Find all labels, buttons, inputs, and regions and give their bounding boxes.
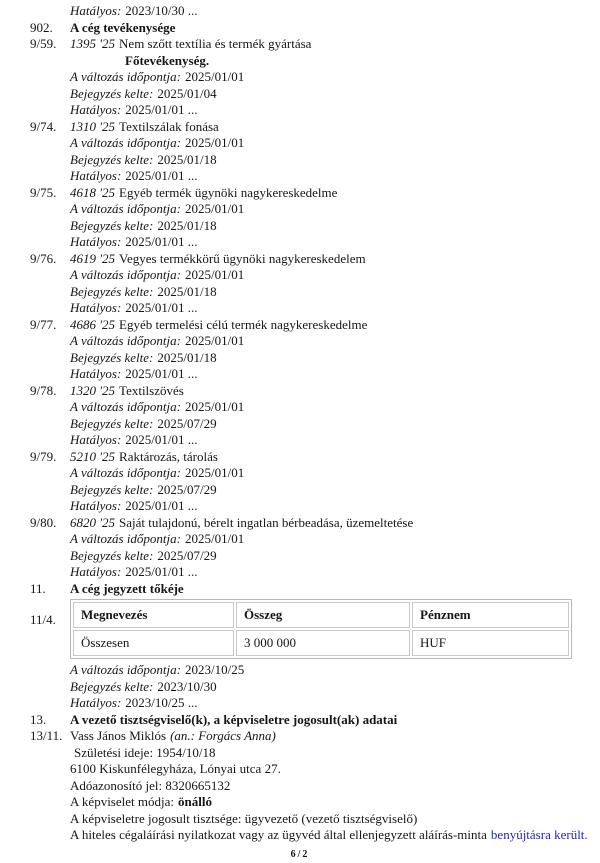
capital-table-header-row (73, 602, 569, 628)
registered-date-value: 2025/07/29 (157, 416, 216, 431)
officer-tax-id: Adóazonosító jel: 8320665132 (70, 778, 600, 795)
officer-name-line (0, 728, 600, 745)
activity-code: 1310 '25 (70, 119, 115, 134)
effective-date-line (0, 366, 600, 383)
effective-date-value: 2025/01/01 ... (125, 102, 197, 117)
activity-ref: 9/77. (0, 317, 70, 334)
change-date-label: A változás időpontja: (70, 69, 181, 84)
change-date-line (0, 662, 600, 679)
effective-date-label: Hatályos: (70, 168, 121, 183)
activity-item (0, 36, 600, 53)
capital-table (70, 599, 572, 659)
activity-ref: 9/59. (0, 36, 70, 53)
registered-date-label: Bejegyzés kelte: (70, 548, 153, 563)
change-date-value: 2025/01/01 (185, 69, 244, 84)
capital-header-amount: Összeg (236, 602, 410, 628)
capital-ref: 11/4. (0, 612, 70, 629)
registered-date-value: 2025/01/18 (157, 350, 216, 365)
effective-date-line (0, 432, 600, 449)
effective-date-label: Hatályos: (70, 300, 121, 315)
activity-ref: 9/75. (0, 185, 70, 202)
change-date-line (0, 135, 600, 152)
registered-date-label: Bejegyzés kelte: (70, 152, 153, 167)
change-date-value: 2025/01/01 (185, 135, 244, 150)
activity-name: Nem szőtt textília és termék gyártása (119, 36, 311, 51)
page-number: 6/2 (0, 847, 600, 863)
change-date-line (0, 267, 600, 284)
officer-title-line (0, 811, 600, 828)
registered-date-label: Bejegyzés kelte: (70, 679, 153, 694)
effective-date-line (0, 168, 600, 185)
registered-date-line (0, 218, 600, 235)
activity-code: 5210 '25 (70, 449, 115, 464)
effective-date-line (0, 695, 600, 712)
registered-date-value: 2025/01/18 (157, 218, 216, 233)
officer-mother-name: (an.: Forgács Anna) (170, 728, 276, 743)
activity-item (0, 515, 600, 532)
effective-date-label: Hatályos: (70, 695, 121, 710)
capital-cell-amount: 3 000 000 (236, 630, 410, 656)
activity-ref: 9/74. (0, 119, 70, 136)
activity-name: Textilszálak fonása (119, 119, 219, 134)
effective-date-line (0, 564, 600, 581)
representation-mode-value: önálló (178, 794, 212, 809)
change-date-line (0, 69, 600, 86)
change-date-line (0, 399, 600, 416)
signature-submitted-link[interactable]: benyújtásra került. (491, 827, 588, 842)
section-number: 902. (0, 20, 70, 37)
registered-date-line (0, 679, 600, 696)
registered-date-line (0, 86, 600, 103)
officer-tax-id-line (0, 778, 600, 795)
effective-date-line (0, 300, 600, 317)
effective-date-line (0, 234, 600, 251)
change-date-value: 2023/10/25 (185, 662, 244, 677)
activities-list (0, 36, 600, 581)
change-date-label: A változás időpontja: (70, 135, 181, 150)
activity-name: Vegyes termékkörű ügynöki nagykereskedelem (119, 251, 366, 266)
activity-title (70, 185, 600, 202)
effective-date-value: 2025/01/01 ... (125, 168, 197, 183)
activity-item (0, 317, 600, 334)
officers-section-heading (0, 712, 600, 729)
effective-date-label: Hatályos: (70, 366, 121, 381)
effective-date-value: 2025/01/01 ... (125, 234, 197, 249)
change-date-label: A változás időpontja: (70, 201, 181, 216)
registered-date-value: 2025/07/29 (157, 548, 216, 563)
main-activity-row (0, 53, 600, 70)
activity-title (70, 36, 600, 53)
effective-date-label: Hatályos: (70, 3, 121, 18)
change-date-line (0, 333, 600, 350)
change-date-label: A változás időpontja: (70, 333, 181, 348)
activity-item (0, 251, 600, 268)
change-date-label: A változás időpontja: (70, 465, 181, 480)
capital-header-name: Megnevezés (73, 602, 234, 628)
effective-date-label: Hatályos: (70, 234, 121, 249)
registered-date-value: 2025/01/18 (157, 152, 216, 167)
officer-birth-date: Születési ideje: 1954/10/18 (70, 745, 600, 762)
activity-code: 4618 '25 (70, 185, 115, 200)
registered-date-line (0, 350, 600, 367)
change-date-value: 2025/01/01 (185, 333, 244, 348)
capital-table-row (0, 597, 600, 662)
registered-date-line (0, 416, 600, 433)
registered-date-value: 2025/01/18 (157, 284, 216, 299)
registered-date-value: 2025/07/29 (157, 482, 216, 497)
activities-section-heading (0, 20, 600, 37)
change-date-value: 2025/01/01 (185, 531, 244, 546)
officer-title: A képviseletre jogosult tisztsége: ügyvezető (vezető tisztségviselő) (70, 811, 600, 828)
effective-date-value: 2025/01/01 ... (125, 564, 197, 579)
activity-ref: 9/79. (0, 449, 70, 466)
signature-statement-line (0, 827, 600, 844)
effective-date-value: 2023/10/25 ... (125, 695, 197, 710)
capital-section-heading (0, 581, 600, 598)
change-date-line (0, 531, 600, 548)
change-date-line (0, 201, 600, 218)
officer-birth-line (0, 745, 600, 762)
registered-date-label: Bejegyzés kelte: (70, 416, 153, 431)
effective-date-label: Hatályos: (70, 102, 121, 117)
effective-date-label: Hatályos: (70, 432, 121, 447)
activity-code: 4619 '25 (70, 251, 115, 266)
activity-title (70, 317, 600, 334)
change-date-value: 2025/01/01 (185, 465, 244, 480)
representation-mode-line (0, 794, 600, 811)
effective-date-label: Hatályos: (70, 564, 121, 579)
change-date-value: 2025/01/01 (185, 201, 244, 216)
capital-cell-currency: HUF (412, 630, 569, 656)
effective-date-label: Hatályos: (70, 498, 121, 513)
officer-ref: 13/11. (0, 728, 70, 745)
registered-date-label: Bejegyzés kelte: (70, 350, 153, 365)
registered-date-label: Bejegyzés kelte: (70, 284, 153, 299)
activity-code: 4686 '25 (70, 317, 115, 332)
registered-date-value: 2025/01/04 (157, 86, 216, 101)
officer-address-line (0, 761, 600, 778)
representation-mode-label: A képviselet módja: (70, 794, 174, 809)
section-number: 11. (0, 581, 70, 598)
capital-table-data-row (73, 630, 569, 656)
activity-name: Textilszövés (119, 383, 184, 398)
activity-name: Egyéb termék ügynöki nagykereskedelme (119, 185, 337, 200)
activity-code: 1395 '25 (70, 36, 115, 51)
change-date-label: A változás időpontja: (70, 399, 181, 414)
registered-date-label: Bejegyzés kelte: (70, 482, 153, 497)
effective-date-value: 2025/01/01 ... (125, 498, 197, 513)
activity-item (0, 119, 600, 136)
effective-date-value: 2025/01/01 ... (125, 300, 197, 315)
activity-item (0, 383, 600, 400)
capital-header-currency: Pénznem (412, 602, 569, 628)
officer-address: 6100 Kiskunfélegyháza, Lónyai utca 27. (70, 761, 600, 778)
activity-name: Raktározás, tárolás (119, 449, 218, 464)
change-date-value: 2025/01/01 (185, 399, 244, 414)
capital-cell-name: Összesen (73, 630, 234, 656)
top-effective-date-line (0, 3, 600, 20)
section-number: 13. (0, 712, 70, 729)
registered-date-line (0, 152, 600, 169)
change-date-line (0, 465, 600, 482)
activity-title (70, 251, 600, 268)
effective-date-value: 2025/01/01 ... (125, 366, 197, 381)
section-title: A vezető tisztségviselő(k), a képviseletre jogosult(ak) adatai (70, 712, 600, 729)
registered-date-line (0, 548, 600, 565)
activity-title (70, 449, 600, 466)
activity-code: 6820 '25 (70, 515, 115, 530)
registered-date-line (0, 284, 600, 301)
change-date-label: A változás időpontja: (70, 662, 181, 677)
signature-statement-text: A hiteles cégaláírási nyilatkozat vagy az ügyvéd által ellenjegyzett aláírás-minta (70, 827, 487, 842)
activity-ref: 9/76. (0, 251, 70, 268)
change-date-label: A változás időpontja: (70, 531, 181, 546)
activity-title (70, 515, 600, 532)
main-activity-label: Főtevékenység. (70, 53, 600, 70)
change-date-value: 2025/01/01 (185, 267, 244, 282)
activity-code: 1320 '25 (70, 383, 115, 398)
activity-title (70, 383, 600, 400)
activity-ref: 9/80. (0, 515, 70, 532)
activity-item (0, 185, 600, 202)
section-title: A cég tevékenysége (70, 20, 600, 37)
registered-date-label: Bejegyzés kelte: (70, 86, 153, 101)
effective-date-line (0, 102, 600, 119)
registered-date-line (0, 482, 600, 499)
activity-ref: 9/78. (0, 383, 70, 400)
effective-date-value: 2023/10/30 ... (125, 3, 197, 18)
section-title: A cég jegyzett tőkéje (70, 581, 600, 598)
effective-date-line (0, 498, 600, 515)
activity-name: Egyéb termelési célú termék nagykereskedelme (119, 317, 367, 332)
activity-item (0, 449, 600, 466)
registered-date-value: 2023/10/30 (157, 679, 216, 694)
change-date-label: A változás időpontja: (70, 267, 181, 282)
registered-date-label: Bejegyzés kelte: (70, 218, 153, 233)
effective-date-value: 2025/01/01 ... (125, 432, 197, 447)
activity-title (70, 119, 600, 136)
activity-name: Saját tulajdonú, bérelt ingatlan bérbeadása, üzemeltetése (119, 515, 413, 530)
officer-name: Vass János Miklós (70, 728, 166, 743)
